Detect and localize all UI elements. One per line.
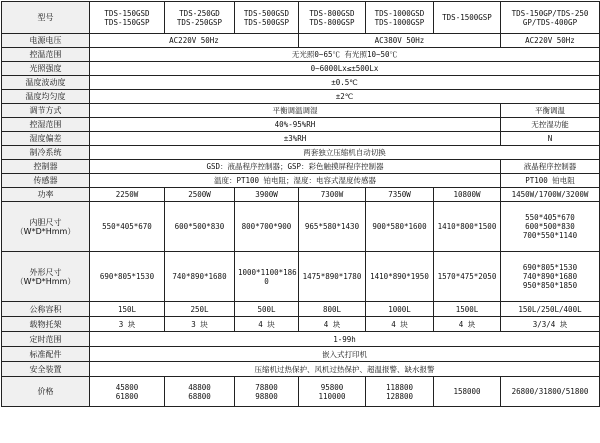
power-value: 3900W — [235, 188, 299, 202]
adjust-mode-value: 平衡调温 — [501, 104, 600, 118]
row-adjust-mode — [2, 104, 600, 118]
price-value: 45800 61800 — [90, 377, 165, 407]
label-timer: 定时范围 — [2, 332, 90, 347]
price-value: 95800 110000 — [299, 377, 366, 407]
humidity-dev-value: ±3%RH — [90, 132, 501, 146]
price-value: 26800/31800/51800 — [501, 377, 600, 407]
price-value: 48800 68800 — [165, 377, 235, 407]
cooling-value: 两套独立压缩机自动切换 — [90, 146, 600, 160]
inner-size-value: 550*405*670 — [90, 202, 165, 252]
label-shelves: 载物托架 — [2, 317, 90, 332]
inner-size-value: 965*580*1430 — [299, 202, 366, 252]
label-humidity-dev: 湿度偏差 — [2, 132, 90, 146]
outer-size-value: 690*805*1530 740*890*1680 950*850*1850 — [501, 252, 600, 302]
label-volume: 公称容积 — [2, 302, 90, 317]
row-temp-fluct — [2, 76, 600, 90]
row-power-supply — [2, 34, 600, 48]
model-cell: TDS-800GSD TDS-800GSP — [299, 2, 366, 34]
inner-size-value: 600*500*830 — [165, 202, 235, 252]
row-temp-uniform — [2, 90, 600, 104]
controller-value: GSD：液晶程序控制器；GSP：彩色触摸屏程序控制器 — [90, 160, 501, 174]
temp-range-value: 无光照0~65℃ 有光照10~50℃ — [90, 48, 600, 62]
row-controller — [2, 160, 600, 174]
price-value: 158000 — [434, 377, 501, 407]
light-value: 0~6000Lx≤±500Lx — [90, 62, 600, 76]
outer-size-value: 690*805*1530 — [90, 252, 165, 302]
power-supply-value: AC380V 50Hz — [299, 34, 501, 48]
label-standard: 标准配件 — [2, 347, 90, 362]
row-model — [2, 2, 600, 34]
label-cooling: 制冷系统 — [2, 146, 90, 160]
power-value: 1450W/1700W/3200W — [501, 188, 600, 202]
price-value: 118800 128800 — [366, 377, 434, 407]
shelves-value: 4 块 — [434, 317, 501, 332]
row-safety — [2, 362, 600, 377]
label-price: 价格 — [2, 377, 90, 407]
adjust-mode-value: 平衡调温调湿 — [90, 104, 501, 118]
inner-size-value: 550*405*670 600*500*830 700*550*1140 — [501, 202, 600, 252]
sensor-value: PT100 铂电阻 — [501, 174, 600, 188]
row-cooling — [2, 146, 600, 160]
spec-table — [1, 1, 600, 407]
price-value: 78800 98800 — [235, 377, 299, 407]
volume-value: 800L — [299, 302, 366, 317]
label-temp-fluct: 温度波动度 — [2, 76, 90, 90]
row-standard — [2, 347, 600, 362]
humidity-range-value: 40%-95%RH — [90, 118, 501, 132]
model-cell: TDS-250GD TDS-250GSP — [165, 2, 235, 34]
volume-value: 150L/250L/400L — [501, 302, 600, 317]
model-cell: TDS-150GP/TDS-250 GP/TDS-400GP — [501, 2, 600, 34]
humidity-range-value: 无控湿功能 — [501, 118, 600, 132]
power-value: 7350W — [366, 188, 434, 202]
outer-size-value: 1570*475*2050 — [434, 252, 501, 302]
model-cell: TDS-500GSD TDS-500GSP — [235, 2, 299, 34]
row-inner-size — [2, 202, 600, 252]
inner-size-value: 900*580*1600 — [366, 202, 434, 252]
inner-size-value: 800*700*900 — [235, 202, 299, 252]
label-controller: 控制器 — [2, 160, 90, 174]
label-power: 功率 — [2, 188, 90, 202]
row-humidity-range — [2, 118, 600, 132]
temp-fluct-value: ±0.5℃ — [90, 76, 600, 90]
label-sensor: 传感器 — [2, 174, 90, 188]
row-power — [2, 188, 600, 202]
label-safety: 安全装置 — [2, 362, 90, 377]
label-power-supply: 电源电压 — [2, 34, 90, 48]
inner-size-value: 1410*800*1500 — [434, 202, 501, 252]
outer-size-value: 1475*890*1780 — [299, 252, 366, 302]
model-cell: TDS-1000GSD TDS-1000GSP — [366, 2, 434, 34]
outer-size-value: 740*890*1680 — [165, 252, 235, 302]
shelves-value: 4 块 — [299, 317, 366, 332]
temp-uniform-value: ±2℃ — [90, 90, 600, 104]
row-price — [2, 377, 600, 407]
outer-size-value: 1000*1100*186 0 — [235, 252, 299, 302]
shelves-value: 4 块 — [235, 317, 299, 332]
row-timer — [2, 332, 600, 347]
label-outer-size: 外形尺寸 （W*D*Hmm） — [2, 252, 90, 302]
humidity-dev-value: N — [501, 132, 600, 146]
label-inner-size: 内胆尺寸 （W*D*Hmm） — [2, 202, 90, 252]
row-temp-range — [2, 48, 600, 62]
volume-value: 1500L — [434, 302, 501, 317]
label-temp-uniform: 温度均匀度 — [2, 90, 90, 104]
shelves-value: 3 块 — [90, 317, 165, 332]
outer-size-value: 1410*890*1950 — [366, 252, 434, 302]
standard-value: 嵌入式打印机 — [90, 347, 600, 362]
label-model: 型号 — [2, 2, 90, 34]
power-value: 10800W — [434, 188, 501, 202]
sensor-value: 温度：PT100 铂电阻；湿度：电容式湿度传感器 — [90, 174, 501, 188]
label-adjust-mode: 调节方式 — [2, 104, 90, 118]
volume-value: 500L — [235, 302, 299, 317]
power-supply-value: AC220V 50Hz — [90, 34, 299, 48]
safety-value: 压缩机过热保护、风机过热保护、超温报警、缺水报警 — [90, 362, 600, 377]
timer-value: 1-99h — [90, 332, 600, 347]
label-light: 光照强度 — [2, 62, 90, 76]
label-temp-range: 控温范围 — [2, 48, 90, 62]
model-cell: TDS-150GSD TDS-150GSP — [90, 2, 165, 34]
power-value: 2500W — [165, 188, 235, 202]
controller-value: 液晶程序控制器 — [501, 160, 600, 174]
power-value: 2250W — [90, 188, 165, 202]
shelves-value: 3 块 — [165, 317, 235, 332]
volume-value: 150L — [90, 302, 165, 317]
volume-value: 1000L — [366, 302, 434, 317]
row-light — [2, 62, 600, 76]
row-outer-size — [2, 252, 600, 302]
shelves-value: 4 块 — [366, 317, 434, 332]
volume-value: 250L — [165, 302, 235, 317]
model-cell: TDS-1500GSP — [434, 2, 501, 34]
shelves-value: 3/3/4 块 — [501, 317, 600, 332]
label-humidity-range: 控湿范围 — [2, 118, 90, 132]
power-value: 7300W — [299, 188, 366, 202]
row-sensor — [2, 174, 600, 188]
row-humidity-dev — [2, 132, 600, 146]
row-volume — [2, 302, 600, 317]
row-shelves — [2, 317, 600, 332]
power-supply-value: AC220V 50Hz — [501, 34, 600, 48]
